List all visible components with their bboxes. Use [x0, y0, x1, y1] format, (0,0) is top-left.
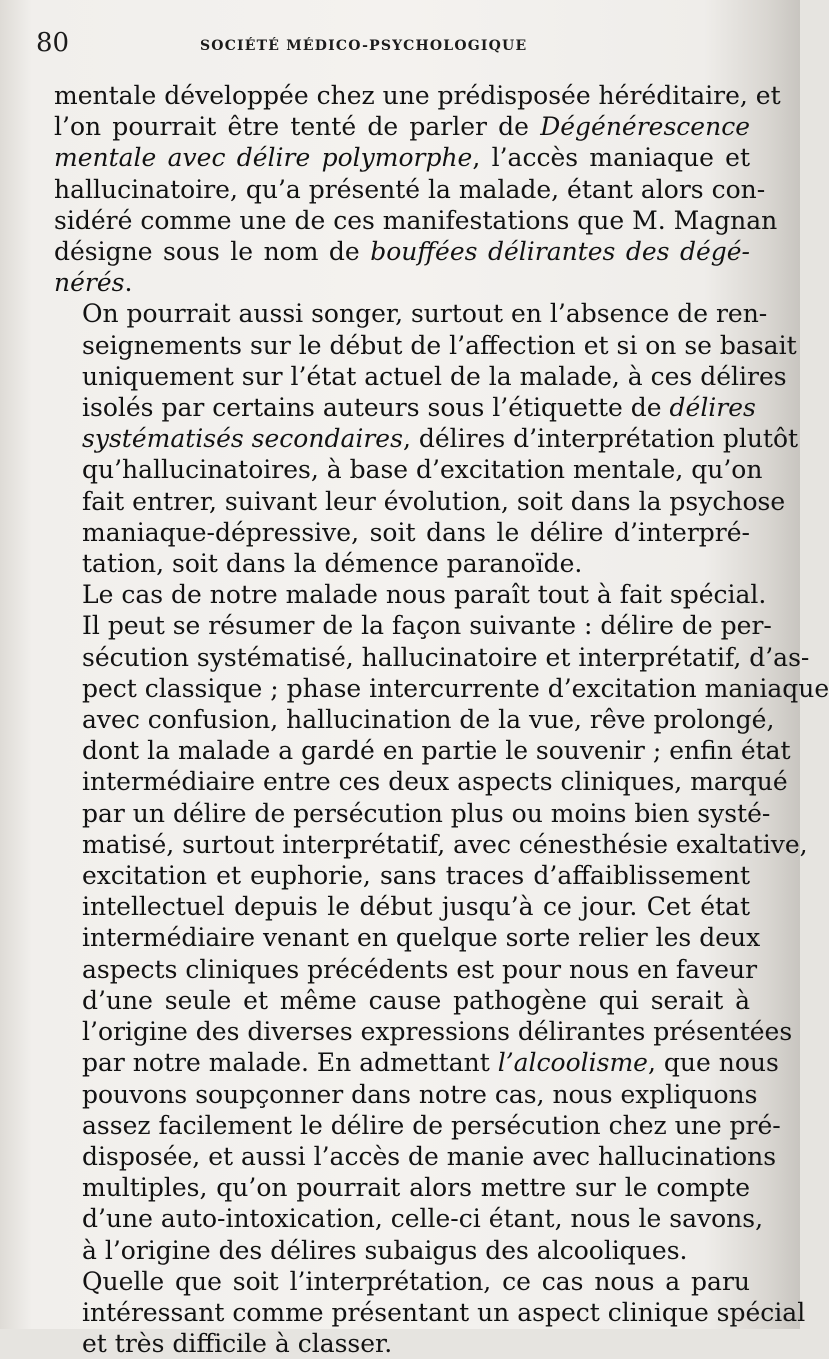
text-run: matisé, surtout interprétatif, avec cénesthésie exaltative,: [82, 829, 808, 859]
text-run: l’on pourrait être tenté de parler de: [54, 112, 541, 142]
text-run: à l’origine des délires subaigus des alcooliques.: [82, 1235, 688, 1265]
text-line: [54, 392, 756, 423]
paragraph: [54, 579, 829, 1265]
text-line: [54, 1297, 806, 1328]
text-line: [54, 548, 750, 579]
text-line: [54, 267, 750, 298]
page-number: 80: [36, 28, 70, 58]
text-run: , que nous: [647, 1048, 779, 1078]
text-line: [54, 1047, 779, 1078]
text-run: aspects cliniques précédents est pour nous en faveur: [82, 954, 758, 984]
italic-text: délires: [669, 393, 756, 423]
text-run: excitation et euphorie, sans traces d’affaiblissement: [82, 861, 750, 891]
text-run: pect classique ; phase intercurrente d’excitation maniaque: [82, 673, 829, 703]
text-run: par notre malade. En admettant: [82, 1048, 498, 1078]
text-run: hallucinatoire, qu’a présenté la malade, étant alors con-: [54, 174, 766, 204]
text-run: seignements sur le début de l’affection et si on se basait: [82, 330, 797, 360]
text-run: sécution systématisé, hallucinatoire et interprétatif, d’as-: [82, 642, 810, 672]
text-line: [54, 1203, 764, 1234]
text-run: isolés par certains auteurs sous l’étiquette de: [82, 393, 670, 423]
text-line: [54, 486, 786, 517]
text-line: [54, 330, 797, 361]
text-run: par un délire de persécution plus ou moins bien systé-: [82, 798, 771, 828]
text-run: dont la malade a gardé en partie le souvenir ; enfin état: [82, 736, 791, 766]
text-run: sidéré comme une de ces manifestations que M. Magnan: [54, 205, 778, 235]
text-line: [54, 174, 766, 205]
text-run: pouvons soupçonner dans notre cas, nous expliquons: [82, 1079, 758, 1109]
text-run: Il peut se résumer de la façon suivante : délire de per-: [82, 611, 772, 641]
text-run: l’origine des diverses expressions délirantes présentées: [82, 1017, 793, 1047]
text-line: [54, 610, 772, 641]
text-line: [54, 1172, 750, 1203]
page-header: [36, 28, 752, 76]
text-line: [54, 298, 768, 329]
italic-text: bouffées délirantes des dégé-: [370, 237, 751, 267]
text-run: intellectuel depuis le début jusqu’à ce jour. Cet état: [82, 892, 750, 922]
text-run: multiples, qu’on pourrait alors mettre sur le compte: [82, 1173, 750, 1203]
text-run: et très difficile à classer.: [82, 1329, 393, 1359]
text-line: [54, 579, 767, 610]
italic-text: Dégénérescence: [540, 112, 750, 142]
text-line: [54, 517, 750, 548]
text-line: [54, 111, 750, 142]
text-run: mentale développée chez une prédisposée héréditaire, et: [54, 81, 781, 110]
text-line: [54, 673, 829, 704]
text-line: [54, 1016, 793, 1047]
text-line: [54, 798, 771, 829]
italic-text: systématisés secondaires: [82, 424, 403, 454]
paragraph: [54, 1266, 806, 1359]
text-run: disposée, et aussi l’accès de manie avec hallucinations: [82, 1141, 777, 1171]
text-run: tation, soit dans la démence paranoïde.: [82, 549, 583, 579]
text-line: [54, 642, 810, 673]
text-line: [54, 891, 750, 922]
text-run: , l’accès maniaque et: [472, 143, 750, 173]
text-run: , délires d’interprétation plutôt: [402, 424, 799, 454]
italic-text: nérés: [54, 268, 125, 298]
body-text: [54, 80, 829, 1359]
text-line: [54, 985, 750, 1016]
text-line: [54, 922, 761, 953]
text-line: [54, 1079, 758, 1110]
italic-text: mentale avec délire polymorphe: [54, 143, 473, 173]
text-line: [54, 704, 775, 735]
text-line: [54, 1328, 750, 1359]
text-line: [54, 735, 791, 766]
text-run: On pourrait aussi songer, surtout en l’absence de ren-: [82, 299, 768, 329]
text-run: d’une seule et même cause pathogène qui serait à: [82, 985, 750, 1015]
text-line: [54, 423, 799, 454]
text-line: [54, 1141, 777, 1172]
text-run: assez facilement le délire de persécution chez une pré-: [82, 1110, 781, 1140]
text-run: intéressant comme présentant un aspect clinique spécial: [82, 1297, 806, 1327]
italic-text: l’alcoolisme: [497, 1048, 648, 1078]
paragraph: [54, 80, 781, 298]
text-run: intermédiaire venant en quelque sorte relier les deux: [82, 923, 761, 953]
running-title: SOCIÉTÉ MÉDICO-PSYCHOLOGIQUE: [200, 38, 528, 54]
text-line: [54, 361, 787, 392]
text-line: [54, 142, 750, 173]
text-line: [54, 1110, 781, 1141]
text-line: [54, 860, 750, 891]
text-run: .: [124, 268, 133, 298]
text-run: Quelle que soit l’interprétation, ce cas nous a paru: [82, 1266, 750, 1296]
text-run: maniaque-dépressive, soit dans le délire d’interpré-: [82, 517, 750, 547]
text-line: [54, 1266, 750, 1297]
text-run: avec confusion, hallucination de la vue, rêve prolongé,: [82, 705, 775, 735]
text-run: uniquement sur l’état actuel de la malade, à ces délires: [82, 361, 787, 391]
text-line: [54, 454, 763, 485]
paragraph: [54, 298, 799, 579]
text-line: [54, 1235, 750, 1266]
text-run: d’une auto-intoxication, celle-ci étant, nous le savons,: [82, 1204, 764, 1234]
text-line: [54, 205, 778, 236]
text-line: [54, 766, 788, 797]
text-line: [54, 236, 750, 267]
text-line: [54, 829, 808, 860]
text-run: intermédiaire entre ces deux aspects cliniques, marqué: [82, 767, 788, 797]
text-line: [54, 80, 781, 111]
text-run: Le cas de notre malade nous paraît tout à fait spécial.: [82, 580, 767, 610]
text-run: qu’hallucinatoires, à base d’excitation mentale, qu’on: [82, 455, 763, 485]
text-run: désigne sous le nom de: [54, 237, 371, 267]
text-line: [54, 954, 758, 985]
text-run: fait entrer, suivant leur évolution, soit dans la psychose: [82, 486, 786, 516]
